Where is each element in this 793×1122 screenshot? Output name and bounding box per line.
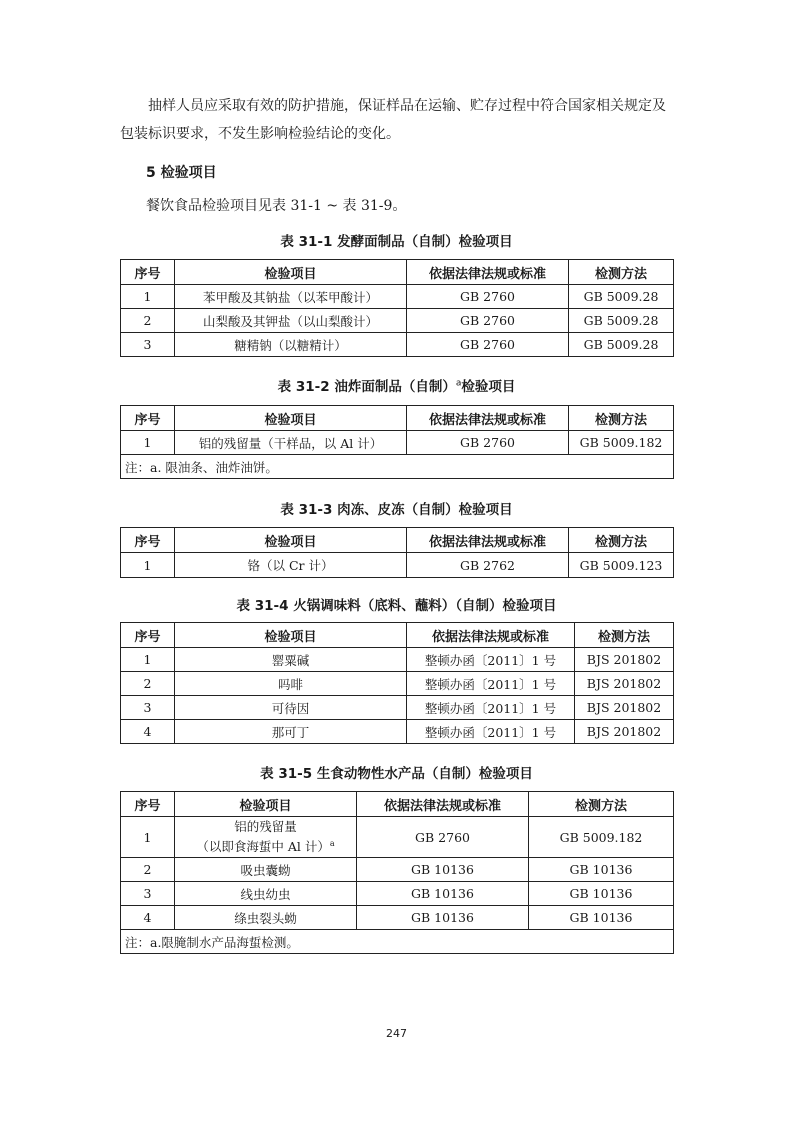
table-note: 注：a.限腌制水产品海蜇检测。 xyxy=(121,930,674,954)
cell-seq: 3 xyxy=(121,333,175,357)
cell-basis: 整顿办函〔2011〕1 号 xyxy=(407,672,575,696)
header-seq: 序号 xyxy=(121,792,175,817)
caption-footnote-mark: a xyxy=(455,378,462,389)
cell-basis: 整顿办函〔2011〕1 号 xyxy=(407,720,575,744)
caption-tail: 检验项目 xyxy=(461,379,516,395)
cell-item: 罂粟碱 xyxy=(175,648,407,672)
cell-item: 吸虫囊蚴 xyxy=(175,858,357,882)
cell-basis: 整顿办函〔2011〕1 号 xyxy=(407,696,575,720)
header-seq: 序号 xyxy=(121,528,175,553)
cell-seq: 1 xyxy=(121,431,175,455)
header-seq: 序号 xyxy=(121,260,175,285)
cell-basis: GB 2762 xyxy=(407,553,569,578)
cell-item: 苯甲酸及其钠盐（以苯甲酸计） xyxy=(175,285,407,309)
header-method: 检测方法 xyxy=(569,528,674,553)
cell-item: 铝的残留量（干样品，以 Al 计） xyxy=(175,431,407,455)
cell-method: GB 10136 xyxy=(529,858,674,882)
header-item: 检验项目 xyxy=(175,792,357,817)
table-row xyxy=(121,431,674,455)
table-31-4 xyxy=(120,622,674,744)
table-header-row xyxy=(121,406,674,431)
header-method: 检测方法 xyxy=(529,792,674,817)
table-header-row xyxy=(121,528,674,553)
cell-seq: 1 xyxy=(121,553,175,578)
table-31-1-caption: 表 31-1 发酵面制品（自制）检验项目 xyxy=(280,234,513,250)
table-note-row xyxy=(121,930,674,954)
cell-item: 吗啡 xyxy=(175,672,407,696)
header-basis: 依据法律法规或标准 xyxy=(357,792,529,817)
cell-item xyxy=(175,817,357,858)
cell-method: GB 5009.28 xyxy=(569,309,674,333)
cell-seq: 2 xyxy=(121,672,175,696)
header-basis: 依据法律法规或标准 xyxy=(407,528,569,553)
cell-seq: 3 xyxy=(121,882,175,906)
table-row xyxy=(121,817,674,858)
header-method: 检测方法 xyxy=(569,406,674,431)
header-basis: 依据法律法规或标准 xyxy=(407,623,575,648)
header-item: 检验项目 xyxy=(175,623,407,648)
cell-seq: 1 xyxy=(121,285,175,309)
table-row xyxy=(121,309,674,333)
cell-item: 铬（以 Cr 计） xyxy=(175,553,407,578)
cell-basis: GB 2760 xyxy=(407,309,569,333)
cell-basis: GB 10136 xyxy=(357,882,529,906)
cell-basis: GB 2760 xyxy=(407,285,569,309)
cell-seq: 1 xyxy=(121,817,175,858)
header-item: 检验项目 xyxy=(175,406,407,431)
table-row xyxy=(121,553,674,578)
table-note-row xyxy=(121,455,674,479)
page-number: 247 xyxy=(386,1027,407,1040)
section-intro: 餐饮食品检验项目见表 31-1 ~ 表 31-9。 xyxy=(146,198,407,214)
cell-seq: 4 xyxy=(121,720,175,744)
table-31-5-caption: 表 31-5 生食动物性水产品（自制）检验项目 xyxy=(260,766,533,782)
table-31-2-caption xyxy=(120,375,673,395)
cell-method: BJS 201802 xyxy=(575,648,674,672)
cell-basis: 整顿办函〔2011〕1 号 xyxy=(407,648,575,672)
cell-method: GB 5009.182 xyxy=(569,431,674,455)
cell-method: GB 5009.28 xyxy=(569,285,674,309)
caption-text: 表 31-2 油炸面制品（自制） xyxy=(277,379,456,395)
cell-method: GB 5009.28 xyxy=(569,333,674,357)
table-row xyxy=(121,672,674,696)
table-31-3 xyxy=(120,527,674,578)
table-row xyxy=(121,285,674,309)
header-method: 检测方法 xyxy=(575,623,674,648)
table-row xyxy=(121,906,674,930)
table-31-1 xyxy=(120,259,674,357)
cell-item: 那可丁 xyxy=(175,720,407,744)
cell-method: BJS 201802 xyxy=(575,672,674,696)
header-seq: 序号 xyxy=(121,406,175,431)
table-note: 注：a. 限油条、油炸油饼。 xyxy=(121,455,674,479)
cell-method: GB 10136 xyxy=(529,882,674,906)
cell-method: BJS 201802 xyxy=(575,720,674,744)
cell-method: GB 5009.123 xyxy=(569,553,674,578)
table-31-2 xyxy=(120,405,674,479)
header-seq: 序号 xyxy=(121,623,175,648)
header-item: 检验项目 xyxy=(175,528,407,553)
header-item: 检验项目 xyxy=(175,260,407,285)
cell-seq: 2 xyxy=(121,309,175,333)
table-row xyxy=(121,648,674,672)
cell-basis: GB 10136 xyxy=(357,858,529,882)
cell-method: BJS 201802 xyxy=(575,696,674,720)
section-heading: 5 检验项目 xyxy=(146,165,217,181)
cell-item: 绦虫裂头蚴 xyxy=(175,906,357,930)
table-31-4-caption: 表 31-4 火锅调味料（底料、蘸料）（自制）检验项目 xyxy=(236,598,557,614)
cell-method: GB 10136 xyxy=(529,906,674,930)
table-row xyxy=(121,882,674,906)
table-header-row xyxy=(121,260,674,285)
cell-item: 可待因 xyxy=(175,696,407,720)
table-31-5 xyxy=(120,791,674,954)
cell-basis: GB 10136 xyxy=(357,906,529,930)
table-row xyxy=(121,858,674,882)
table-row xyxy=(121,696,674,720)
cell-item: 山梨酸及其钾盐（以山梨酸计） xyxy=(175,309,407,333)
cell-basis: GB 2760 xyxy=(407,431,569,455)
cell-basis: GB 2760 xyxy=(407,333,569,357)
cell-seq: 2 xyxy=(121,858,175,882)
cell-method: GB 5009.182 xyxy=(529,817,674,858)
cell-seq: 4 xyxy=(121,906,175,930)
cell-item-line2: （以即食海蜇中 Al 计） xyxy=(196,839,330,855)
header-method: 检测方法 xyxy=(569,260,674,285)
header-basis: 依据法律法规或标准 xyxy=(407,260,569,285)
cell-item-line1: 铝的残留量 xyxy=(234,819,297,835)
intro-paragraph: 抽样人员应采取有效的防护措施，保证样品在运输、贮存过程中符合国家相关规定及包装标识要求，不发生影响检验结论的变化。 xyxy=(120,98,666,142)
cell-basis: GB 2760 xyxy=(357,817,529,858)
table-31-3-caption: 表 31-3 肉冻、皮冻（自制）检验项目 xyxy=(280,502,513,518)
cell-seq: 3 xyxy=(121,696,175,720)
table-header-row xyxy=(121,792,674,817)
table-header-row xyxy=(121,623,674,648)
cell-item: 线虫幼虫 xyxy=(175,882,357,906)
cell-seq: 1 xyxy=(121,648,175,672)
cell-item: 糖精钠（以糖精计） xyxy=(175,333,407,357)
table-row xyxy=(121,720,674,744)
cell-item-footnote-mark: a xyxy=(329,839,335,849)
table-row xyxy=(121,333,674,357)
header-basis: 依据法律法规或标准 xyxy=(407,406,569,431)
